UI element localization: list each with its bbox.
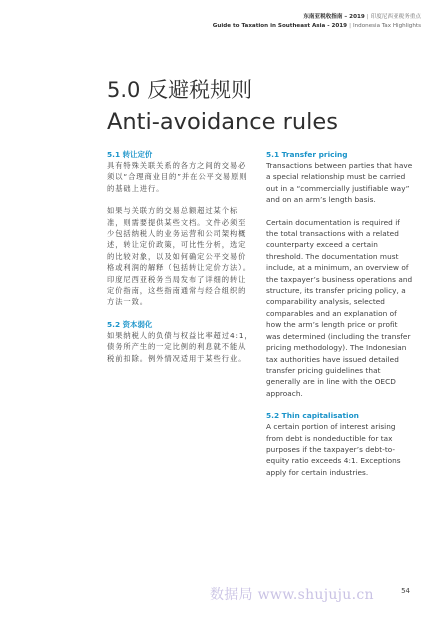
section-heading-thin-capitalisation-zh: 5.2 资本弱化 bbox=[107, 319, 153, 329]
chinese-column bbox=[107, 149, 253, 375]
english-column bbox=[266, 149, 414, 489]
header-section-en: Indonesia Tax Highlights bbox=[352, 22, 421, 29]
chapter-title bbox=[107, 75, 338, 139]
section-heading-transfer-pricing-zh: 5.1 转让定价 bbox=[107, 150, 153, 159]
section-heading-transfer-pricing-en: 5.1 Transfer pricing bbox=[266, 150, 348, 159]
header-guide-title-zh: 东南亚税收指南 – 2019 bbox=[303, 14, 365, 20]
header-separator: | bbox=[366, 14, 369, 20]
paragraph: A certain portion of interest arising from debt is nondeductible for tax purposes if the taxpayer’s debt-to-equity ratio exceeds 4:1. Exceptions apply for certain industries. bbox=[266, 422, 401, 477]
header-guide-title-en: Guide to Taxation in Southeast Asia - 2019 bbox=[212, 22, 348, 29]
running-header bbox=[213, 13, 421, 30]
page-number: 54 bbox=[401, 587, 410, 595]
section-heading-thin-capitalisation-en: 5.2 Thin capitalisation bbox=[266, 411, 359, 421]
chapter-title-chinese: 5.0 反避税规则 bbox=[107, 78, 253, 102]
paragraph: Certain documentation is required if the total transactions with a related counterparty exceed a certain threshold. The documentation must include, at a minimum, an overview of the taxpayer’s business operations and structure, its transfer pricing policy, a comparability analysis, selected comparables and an explanation of how the arm’s length price or profit was determined (including the transfer pricing methodology). The Indonesian tax authorities have issued detailed transfer pricing guidelines that generally are in line with the OECD approach. bbox=[266, 217, 413, 398]
chapter-title-english: Anti-avoidance rules bbox=[107, 109, 338, 135]
header-line-chinese bbox=[213, 13, 421, 22]
paragraph: 具有特殊关联关系的各方之间的交易必须以“合理商业目的”并在公平交易原则的基础上进行。 bbox=[107, 161, 248, 193]
header-separator: | bbox=[349, 22, 351, 29]
paragraph: 如果与关联方的交易总额超过某个标准，则需要提供某些文档。文件必须至少包括纳税人的业务运营和公司架构概述，转让定价政策，可比性分析，选定的比较对象，以及如何确定公平交易价格或利润的解释（包括转让定价方法）。印度尼西亚税务当局发布了详细的转让定价指南，这些指南通常与经合组织的方法一致。 bbox=[107, 206, 251, 307]
watermark: 数据局 www.shujuju.cn bbox=[210, 587, 374, 603]
header-section-zh: 印度尼西亚税务重点 bbox=[370, 14, 421, 20]
header-line-english bbox=[213, 22, 421, 31]
paragraph: 如果纳税人的负债与权益比率超过4:1，债务所产生的一定比例的利息就不能从税前扣除。例外情况适用于某些行业。 bbox=[107, 330, 253, 363]
paragraph: Transactions between parties that have a special relationship must be carried out in a “commercially justifiable way” and on an arm’s length basis. bbox=[266, 161, 413, 205]
